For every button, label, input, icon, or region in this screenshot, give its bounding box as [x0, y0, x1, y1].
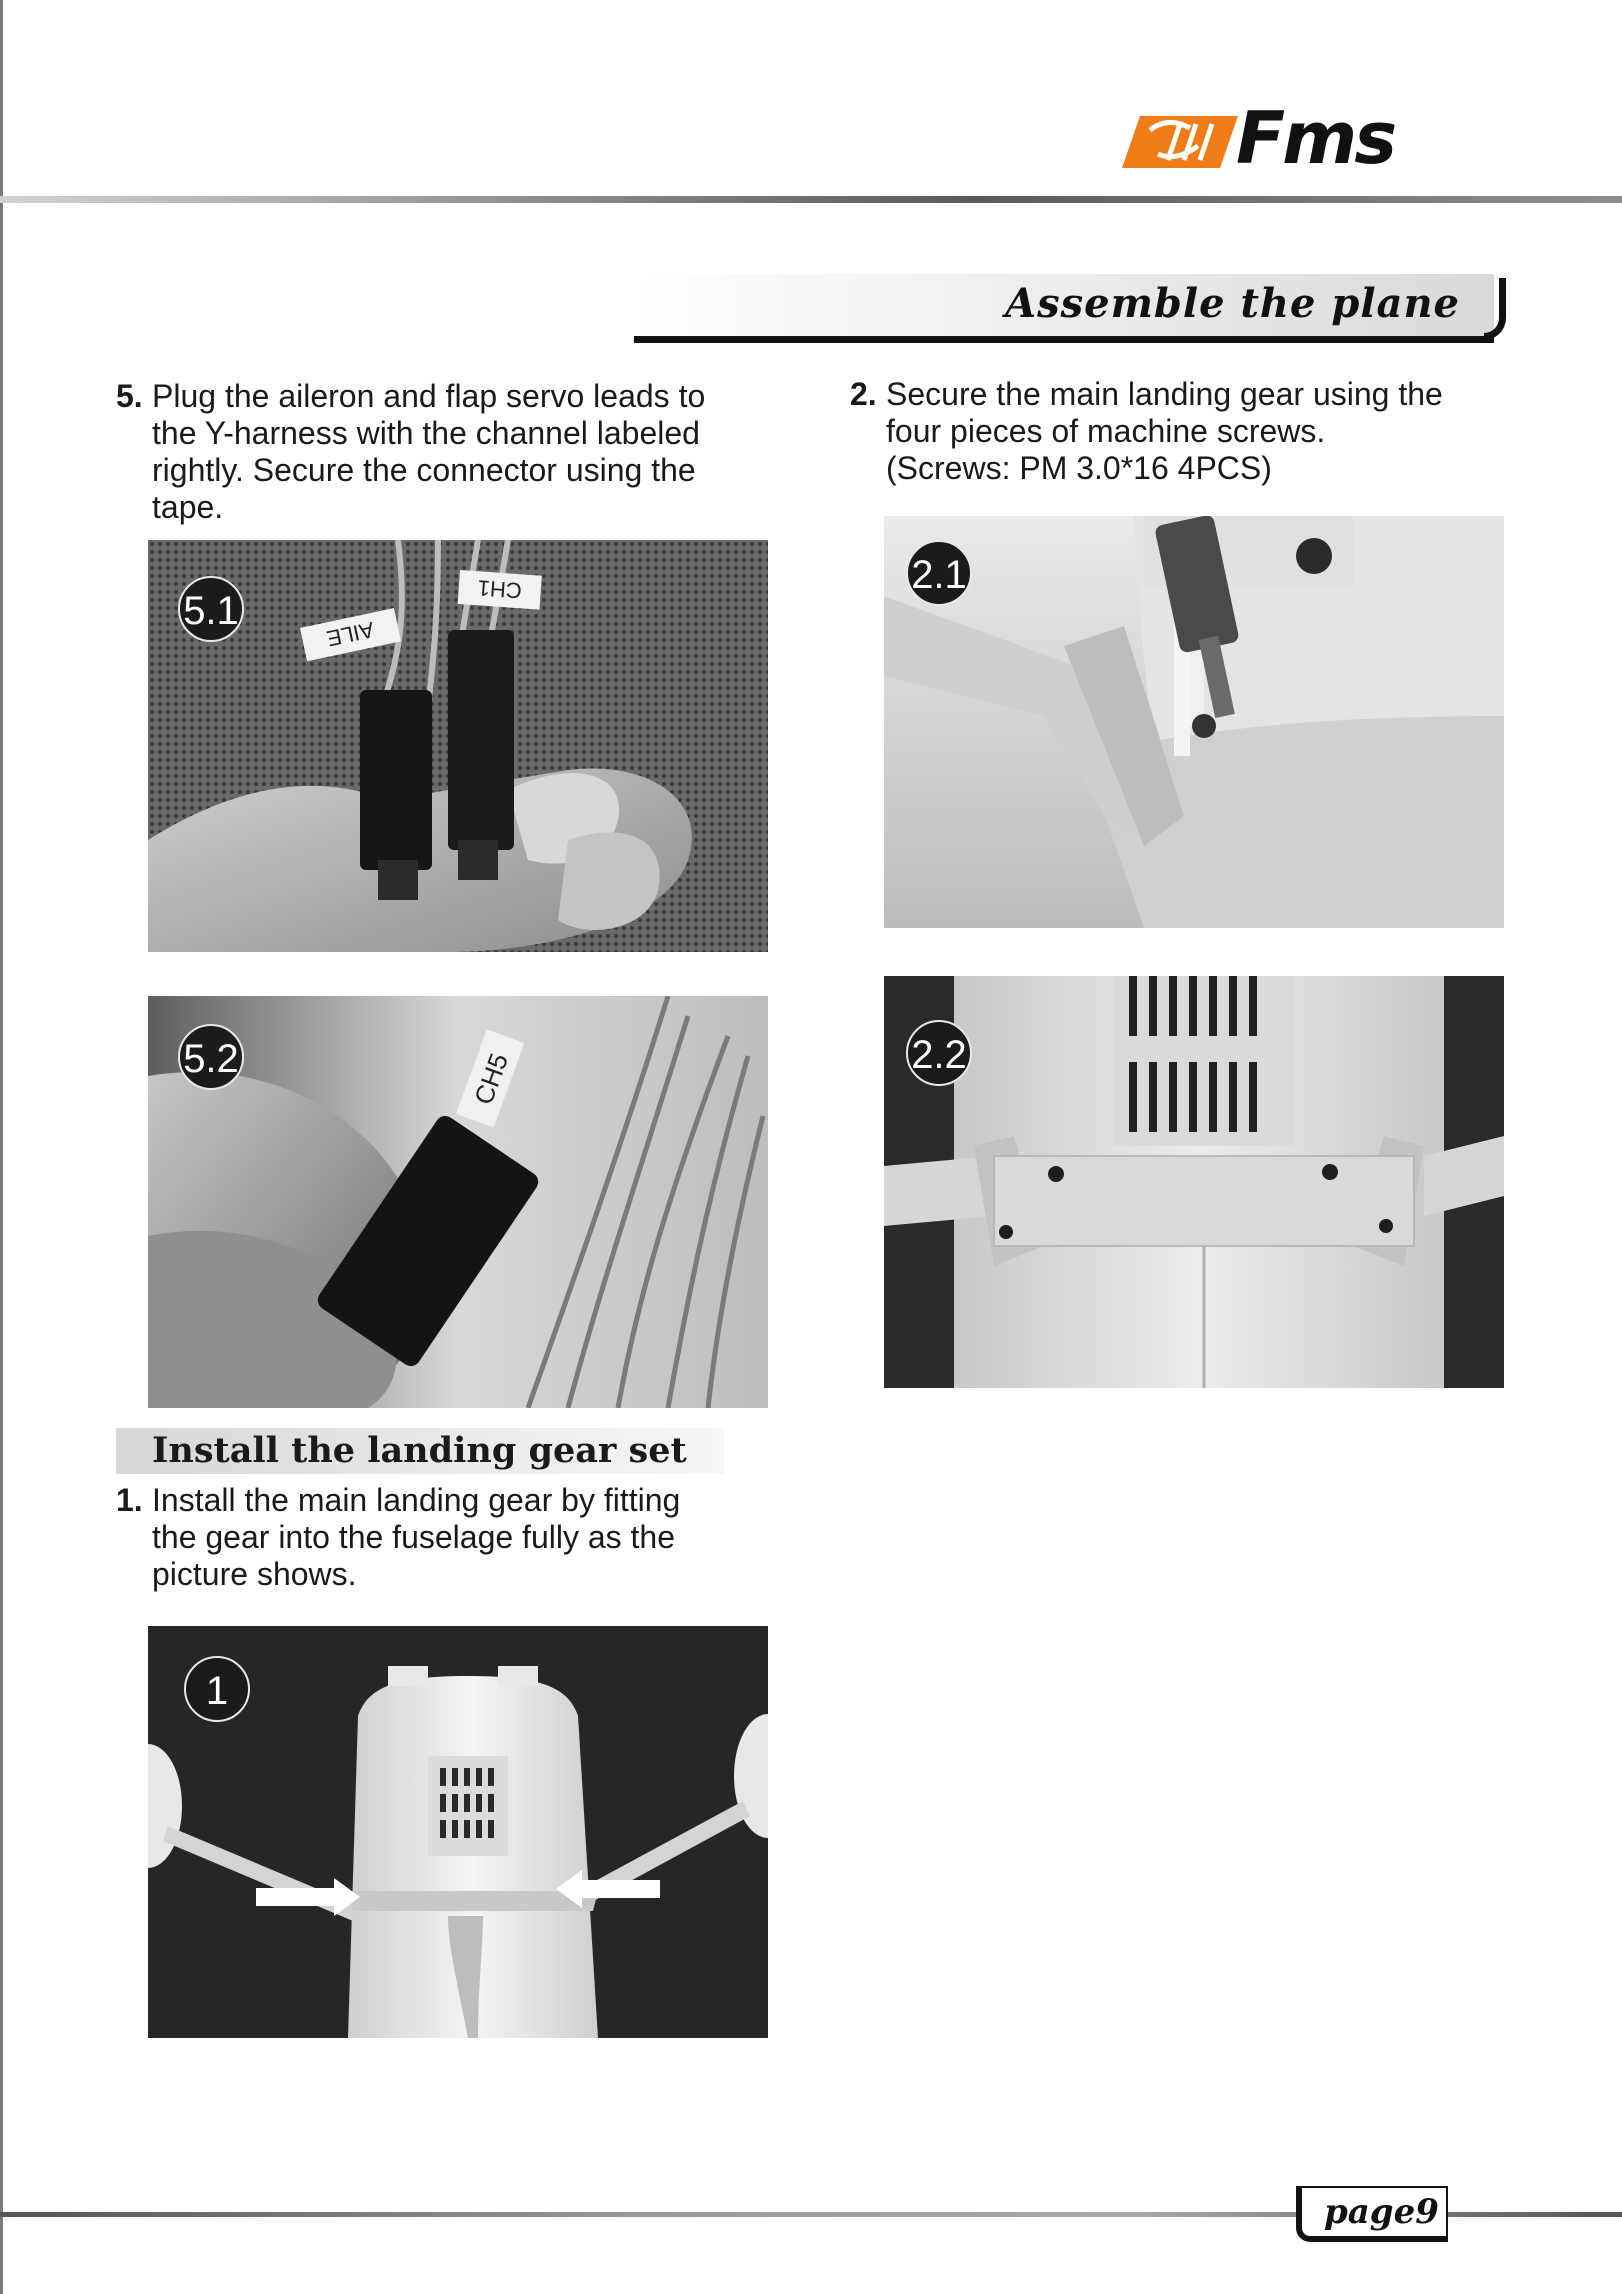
tag-aile: AILE [324, 616, 377, 652]
photo-1 [148, 1626, 768, 2038]
subsection-heading [116, 1428, 724, 1474]
step-text: Plug the aileron and flap servo leads to the Y-harness with the channel labeled rightly. Secure the connector using the tape. [152, 378, 706, 525]
section-title: Assemble the plane [1005, 280, 1460, 327]
step-number: 5. [116, 378, 143, 414]
step-2 [850, 376, 1530, 496]
page-edge [0, 0, 3, 2294]
photo-2-2 [884, 976, 1504, 1388]
step-number: 1. [116, 1482, 143, 1518]
step-1 [116, 1482, 796, 1602]
tag-ch1: CH1 [476, 575, 523, 604]
step-text: Install the main landing gear by fitting the gear into the fuselage fully as the picture shows. [152, 1482, 681, 1592]
subsection-title: Install the landing gear set [152, 1430, 687, 1471]
step-5 [116, 378, 796, 528]
page-number: page9 [1324, 2192, 1439, 2232]
photo-2-1 [884, 516, 1504, 928]
photo-label: 5.1 [178, 576, 244, 642]
photo-label: 2.1 [906, 540, 972, 606]
photo-label: 1 [184, 1656, 250, 1722]
page-number-tab [1296, 2186, 1448, 2242]
photo-5-1 [148, 540, 768, 952]
fms-logo-text: Fms [1236, 96, 1395, 180]
photo-label: 2.2 [906, 1020, 972, 1086]
photo-label: 5.2 [178, 1024, 244, 1090]
header-rule [0, 196, 1622, 203]
tag-ch5: CH5 [468, 1049, 515, 1109]
step-number: 2. [850, 376, 877, 412]
fms-logo-mark-icon [1120, 106, 1240, 172]
step-text: Secure the main landing gear using the four pieces of machine screws. (Screws: PM 3.0*16 4PCS) [886, 376, 1443, 486]
section-banner [634, 274, 1506, 344]
photo-5-2 [148, 996, 768, 1408]
fms-logo [1120, 96, 1442, 180]
